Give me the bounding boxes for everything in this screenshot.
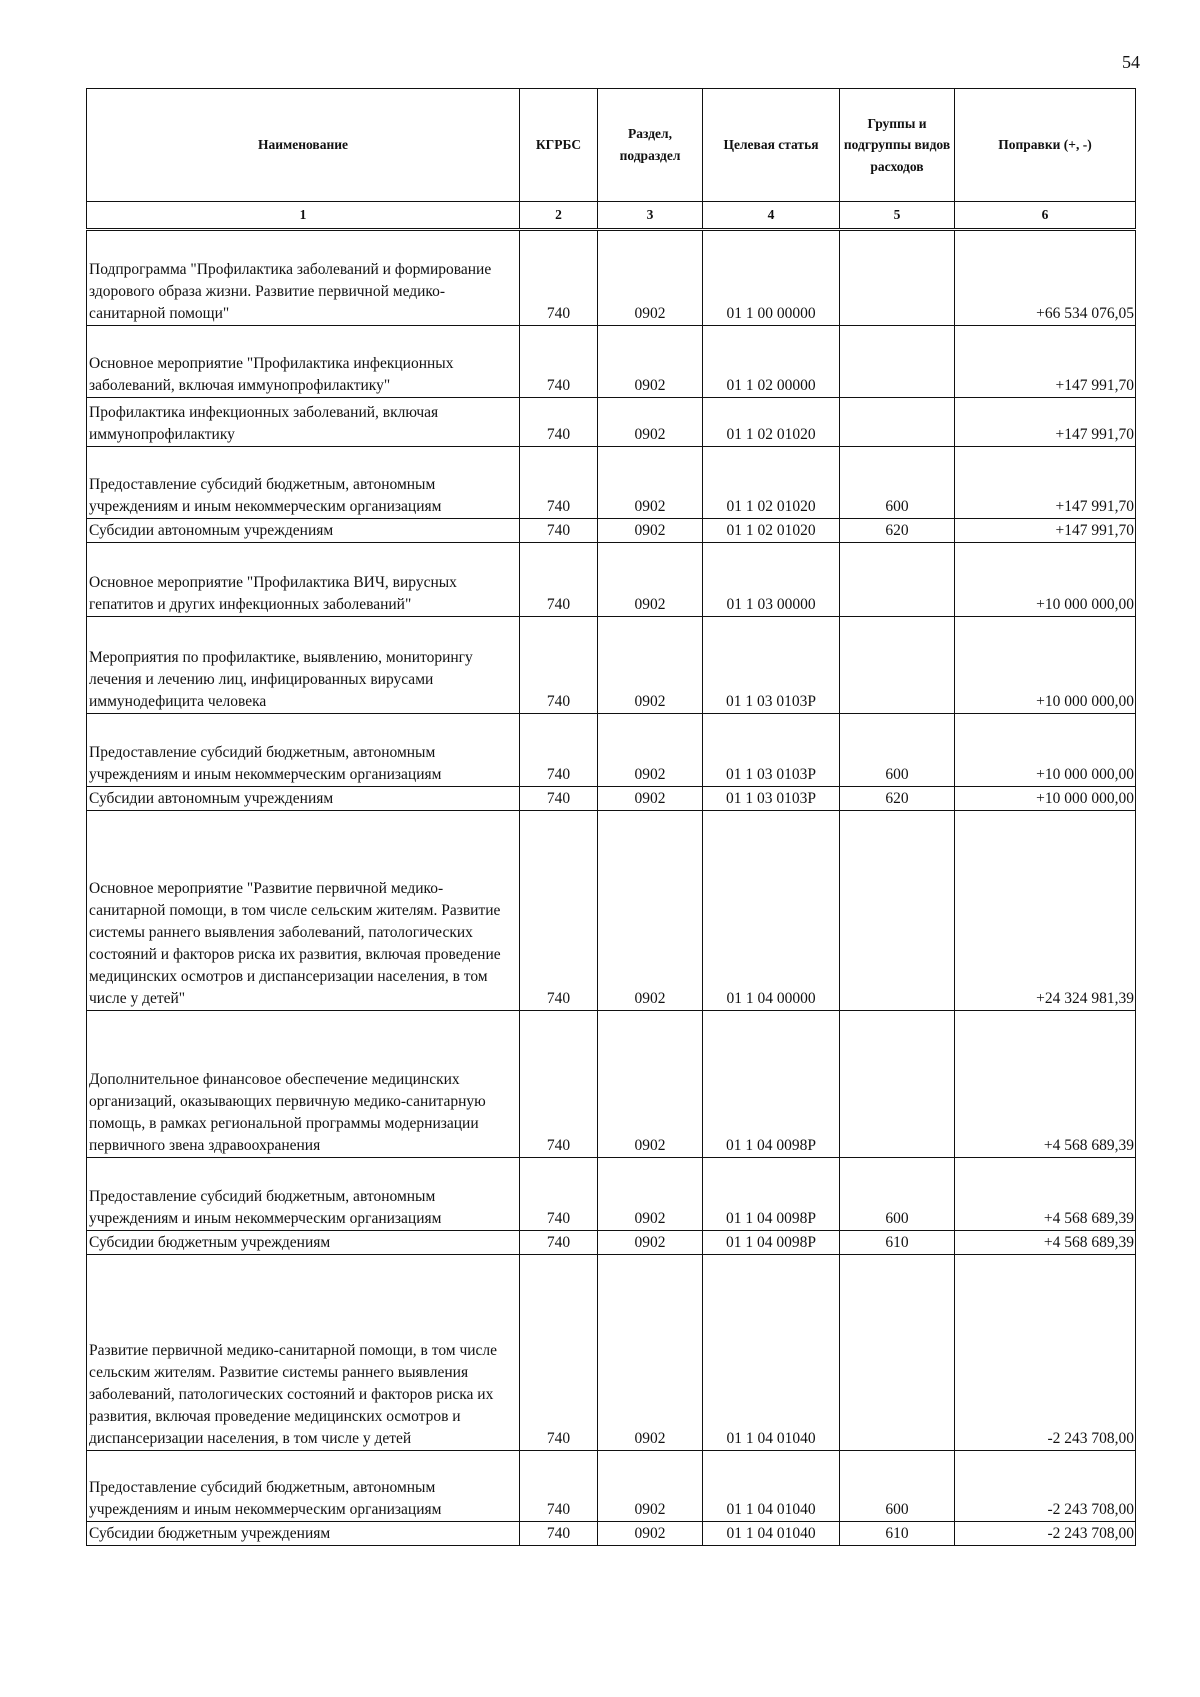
row-kgrbs: 740 bbox=[520, 398, 598, 447]
row-amount: -2 243 708,00 bbox=[955, 1255, 1136, 1451]
table-row bbox=[87, 519, 1136, 543]
table-row bbox=[87, 617, 1136, 714]
row-expense-type: 600 bbox=[840, 447, 955, 519]
row-expense-type: 600 bbox=[840, 1451, 955, 1522]
column-number-row bbox=[87, 202, 1136, 230]
row-expense-type bbox=[840, 326, 955, 398]
row-section: 0902 bbox=[598, 714, 703, 787]
row-kgrbs: 740 bbox=[520, 1158, 598, 1231]
row-kgrbs: 740 bbox=[520, 811, 598, 1011]
row-target-article: 01 1 04 01040 bbox=[703, 1451, 840, 1522]
row-kgrbs: 740 bbox=[520, 617, 598, 714]
row-name: Основное мероприятие "Профилактика ВИЧ, вирусных гепатитов и других инфекционных заболеваний" bbox=[87, 543, 520, 617]
row-target-article: 01 1 03 00000 bbox=[703, 543, 840, 617]
row-section: 0902 bbox=[598, 811, 703, 1011]
row-amount: +24 324 981,39 bbox=[955, 811, 1136, 1011]
budget-amendments-table bbox=[86, 88, 1136, 1546]
row-name: Развитие первичной медико-санитарной помощи, в том числе сельским жителям. Развитие системы раннего выявления заболеваний, патологических состояний и факторов риска их развития, включая проведение медицинских осмотров и диспансеризации населения, в том числе у детей bbox=[87, 1255, 520, 1451]
row-section: 0902 bbox=[598, 1231, 703, 1255]
row-section: 0902 bbox=[598, 1451, 703, 1522]
row-kgrbs: 740 bbox=[520, 519, 598, 543]
row-name: Предоставление субсидий бюджетным, автономным учреждениям и иным некоммерческим организациям bbox=[87, 1451, 520, 1522]
table-row bbox=[87, 326, 1136, 398]
row-name: Основное мероприятие "Профилактика инфекционных заболеваний, включая иммунопрофилактику" bbox=[87, 326, 520, 398]
row-name: Предоставление субсидий бюджетным, автономным учреждениям и иным некоммерческим организациям bbox=[87, 447, 520, 519]
row-expense-type: 620 bbox=[840, 519, 955, 543]
row-target-article: 01 1 00 00000 bbox=[703, 230, 840, 326]
column-number: 4 bbox=[703, 202, 840, 230]
row-name: Мероприятия по профилактике, выявлению, мониторингу лечения и лечению лиц, инфицированных вирусами иммунодефицита человека bbox=[87, 617, 520, 714]
row-name: Дополнительное финансовое обеспечение медицинских организаций, оказывающих первичную медико-санитарную помощь, в рамках региональной программы модернизации первичного звена здравоохранения bbox=[87, 1011, 520, 1158]
header-amendments: Поправки (+, -) bbox=[955, 89, 1136, 202]
row-section: 0902 bbox=[598, 1255, 703, 1451]
table-row bbox=[87, 811, 1136, 1011]
table-row bbox=[87, 787, 1136, 811]
row-section: 0902 bbox=[598, 398, 703, 447]
budget-table-container bbox=[86, 88, 1135, 1546]
row-expense-type bbox=[840, 1255, 955, 1451]
row-section: 0902 bbox=[598, 230, 703, 326]
row-name: Предоставление субсидий бюджетным, автономным учреждениям и иным некоммерческим организациям bbox=[87, 714, 520, 787]
row-expense-type bbox=[840, 617, 955, 714]
row-kgrbs: 740 bbox=[520, 1255, 598, 1451]
row-name: Субсидии автономным учреждениям bbox=[87, 519, 520, 543]
column-number: 6 bbox=[955, 202, 1136, 230]
row-expense-type bbox=[840, 811, 955, 1011]
row-kgrbs: 740 bbox=[520, 714, 598, 787]
table-header-row bbox=[87, 89, 1136, 202]
row-expense-type: 600 bbox=[840, 1158, 955, 1231]
column-number: 1 bbox=[87, 202, 520, 230]
row-kgrbs: 740 bbox=[520, 447, 598, 519]
row-kgrbs: 740 bbox=[520, 230, 598, 326]
row-target-article: 01 1 02 01020 bbox=[703, 519, 840, 543]
row-amount: +147 991,70 bbox=[955, 326, 1136, 398]
row-section: 0902 bbox=[598, 1522, 703, 1546]
row-kgrbs: 740 bbox=[520, 543, 598, 617]
row-amount: -2 243 708,00 bbox=[955, 1451, 1136, 1522]
row-kgrbs: 740 bbox=[520, 1011, 598, 1158]
table-row bbox=[87, 398, 1136, 447]
row-expense-type bbox=[840, 1011, 955, 1158]
row-target-article: 01 1 04 0098Р bbox=[703, 1158, 840, 1231]
row-kgrbs: 740 bbox=[520, 787, 598, 811]
row-section: 0902 bbox=[598, 1158, 703, 1231]
header-section: Раздел, подраздел bbox=[598, 89, 703, 202]
row-section: 0902 bbox=[598, 326, 703, 398]
header-expense-groups: Группы и подгруппы видов расходов bbox=[840, 89, 955, 202]
row-expense-type: 610 bbox=[840, 1231, 955, 1255]
row-name: Подпрограмма "Профилактика заболеваний и формирование здорового образа жизни. Развитие первичной медико-санитарной помощи" bbox=[87, 230, 520, 326]
header-target-article: Целевая статья bbox=[703, 89, 840, 202]
row-target-article: 01 1 04 0098Р bbox=[703, 1231, 840, 1255]
table-row bbox=[87, 543, 1136, 617]
row-name: Субсидии бюджетным учреждениям bbox=[87, 1522, 520, 1546]
row-amount: +4 568 689,39 bbox=[955, 1231, 1136, 1255]
row-target-article: 01 1 02 01020 bbox=[703, 447, 840, 519]
row-target-article: 01 1 04 00000 bbox=[703, 811, 840, 1011]
row-expense-type: 620 bbox=[840, 787, 955, 811]
row-expense-type: 610 bbox=[840, 1522, 955, 1546]
column-number: 2 bbox=[520, 202, 598, 230]
row-amount: +10 000 000,00 bbox=[955, 714, 1136, 787]
table-row bbox=[87, 447, 1136, 519]
row-expense-type bbox=[840, 230, 955, 326]
row-amount: +4 568 689,39 bbox=[955, 1011, 1136, 1158]
row-section: 0902 bbox=[598, 543, 703, 617]
row-target-article: 01 1 03 0103Р bbox=[703, 787, 840, 811]
row-expense-type bbox=[840, 398, 955, 447]
row-amount: +147 991,70 bbox=[955, 447, 1136, 519]
row-target-article: 01 1 04 01040 bbox=[703, 1522, 840, 1546]
row-name: Субсидии автономным учреждениям bbox=[87, 787, 520, 811]
table-row bbox=[87, 1011, 1136, 1158]
row-kgrbs: 740 bbox=[520, 1451, 598, 1522]
table-row bbox=[87, 1231, 1136, 1255]
table-row bbox=[87, 714, 1136, 787]
header-kgrbs: КГРБС bbox=[520, 89, 598, 202]
row-target-article: 01 1 02 01020 bbox=[703, 398, 840, 447]
row-amount: +10 000 000,00 bbox=[955, 617, 1136, 714]
header-name: Наименование bbox=[87, 89, 520, 202]
row-amount: -2 243 708,00 bbox=[955, 1522, 1136, 1546]
row-target-article: 01 1 03 0103Р bbox=[703, 714, 840, 787]
table-row bbox=[87, 230, 1136, 326]
row-amount: +4 568 689,39 bbox=[955, 1158, 1136, 1231]
row-expense-type: 600 bbox=[840, 714, 955, 787]
column-number: 5 bbox=[840, 202, 955, 230]
row-name: Предоставление субсидий бюджетным, автономным учреждениям и иным некоммерческим организациям bbox=[87, 1158, 520, 1231]
page-number: 54 bbox=[1122, 52, 1140, 72]
row-kgrbs: 740 bbox=[520, 1522, 598, 1546]
table-row bbox=[87, 1158, 1136, 1231]
row-section: 0902 bbox=[598, 617, 703, 714]
row-amount: +10 000 000,00 bbox=[955, 787, 1136, 811]
row-section: 0902 bbox=[598, 787, 703, 811]
row-kgrbs: 740 bbox=[520, 326, 598, 398]
row-target-article: 01 1 04 01040 bbox=[703, 1255, 840, 1451]
row-name: Субсидии бюджетным учреждениям bbox=[87, 1231, 520, 1255]
row-kgrbs: 740 bbox=[520, 1231, 598, 1255]
table-row bbox=[87, 1255, 1136, 1451]
row-amount: +10 000 000,00 bbox=[955, 543, 1136, 617]
row-section: 0902 bbox=[598, 447, 703, 519]
row-amount: +147 991,70 bbox=[955, 398, 1136, 447]
row-section: 0902 bbox=[598, 519, 703, 543]
table-row bbox=[87, 1451, 1136, 1522]
row-expense-type bbox=[840, 543, 955, 617]
row-amount: +147 991,70 bbox=[955, 519, 1136, 543]
row-target-article: 01 1 03 0103Р bbox=[703, 617, 840, 714]
row-section: 0902 bbox=[598, 1011, 703, 1158]
table-row bbox=[87, 1522, 1136, 1546]
column-number: 3 bbox=[598, 202, 703, 230]
row-name: Профилактика инфекционных заболеваний, включая иммунопрофилактику bbox=[87, 398, 520, 447]
row-name: Основное мероприятие "Развитие первичной медико-санитарной помощи, в том числе сельским жителям. Развитие системы раннего выявления заболеваний, патологических состояний и факторов риска их развития, включая проведение медицинских осмотров и диспансеризации населения, в том числе у детей" bbox=[87, 811, 520, 1011]
row-target-article: 01 1 04 0098Р bbox=[703, 1011, 840, 1158]
row-target-article: 01 1 02 00000 bbox=[703, 326, 840, 398]
row-amount: +66 534 076,05 bbox=[955, 230, 1136, 326]
